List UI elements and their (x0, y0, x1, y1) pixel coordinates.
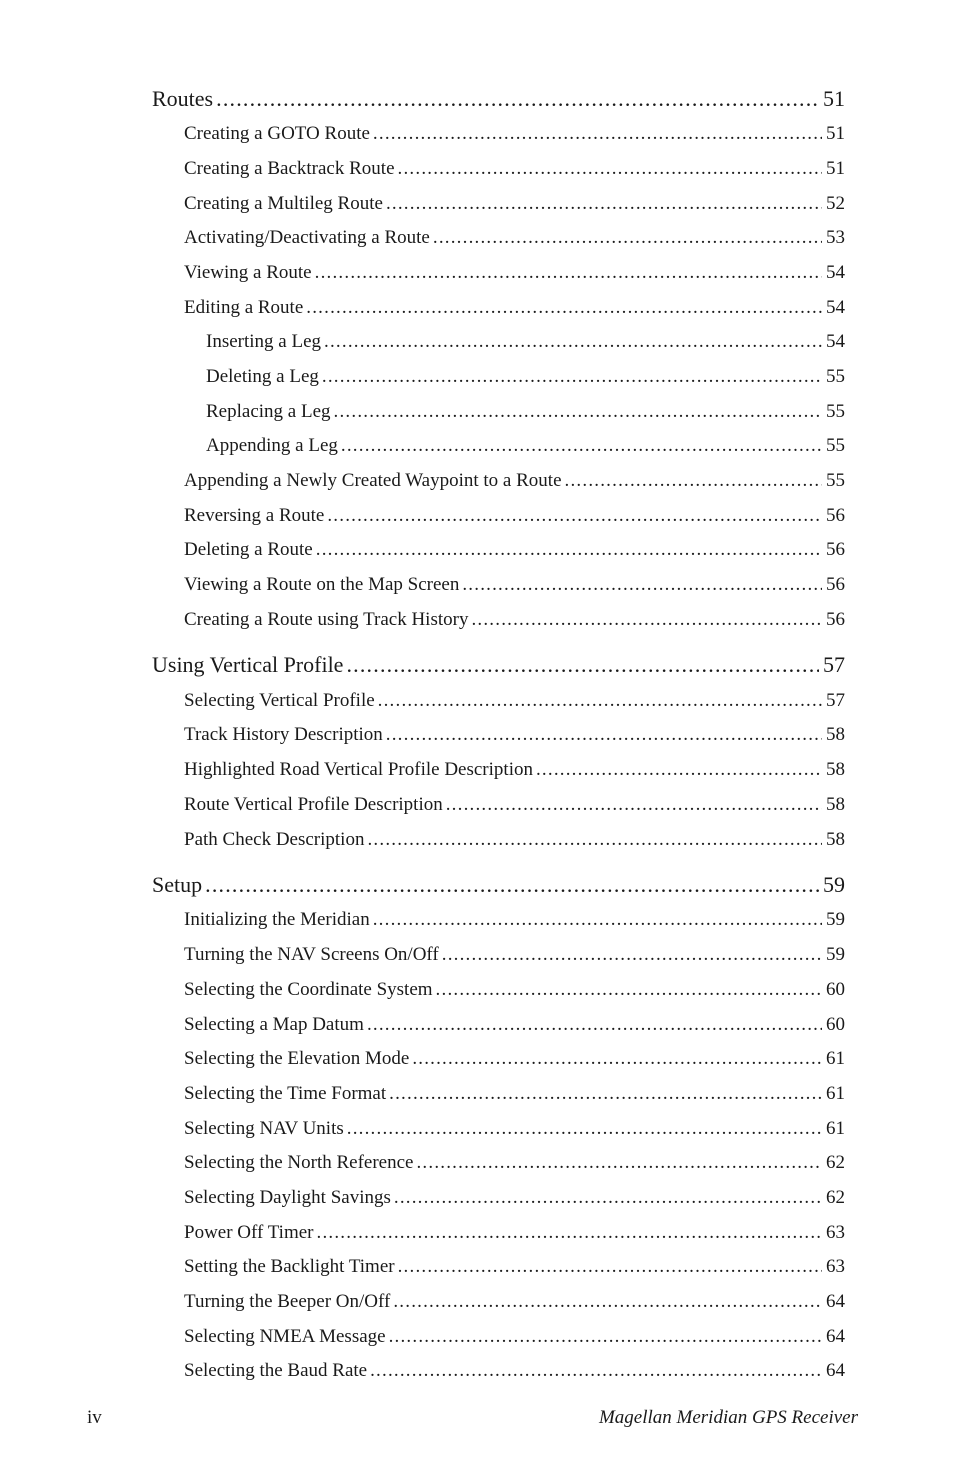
dot-leader (394, 1187, 822, 1209)
toc-entry-title: Deleting a Leg (206, 366, 319, 387)
toc-entry-title: Editing a Route (184, 297, 304, 318)
toc-subsection-entry (184, 1256, 845, 1278)
dot-leader (389, 1326, 822, 1348)
toc-entry-page: 62 (826, 1152, 845, 1173)
dot-leader (378, 690, 822, 712)
dot-leader (315, 262, 822, 284)
dot-leader (536, 759, 822, 781)
toc-entry-title: Creating a Multileg Route (184, 193, 383, 214)
toc-section-entry (152, 86, 845, 112)
dot-leader (316, 539, 822, 561)
toc-entry-page: 64 (826, 1326, 845, 1347)
dot-leader (442, 944, 822, 966)
toc-subsubsection-entry (206, 401, 845, 423)
toc-entry-page: 53 (826, 227, 845, 248)
toc-subsection-entry (184, 158, 845, 180)
toc-entry-page: 58 (826, 724, 845, 745)
toc-entry-title: Turning the Beeper On/Off (184, 1291, 391, 1312)
dot-leader (398, 158, 822, 180)
dot-leader (324, 331, 822, 353)
toc-entry-page: 56 (826, 539, 845, 560)
toc-entry-title: Using Vertical Profile (152, 652, 344, 677)
page-number: iv (87, 1407, 102, 1428)
dot-leader (322, 366, 822, 388)
toc-subsection-entry (184, 609, 845, 631)
toc-subsection-entry (184, 759, 845, 781)
toc-section-entry (152, 872, 845, 898)
toc-subsection-entry (184, 227, 845, 249)
dot-leader (216, 86, 819, 112)
dot-leader (386, 724, 822, 746)
toc-entry-page: 59 (826, 944, 845, 965)
toc-entry-page: 58 (826, 794, 845, 815)
toc-entry-title: Track History Description (184, 724, 383, 745)
toc-entry-page: 62 (826, 1187, 845, 1208)
dot-leader (412, 1048, 822, 1070)
toc-entry-title: Creating a Backtrack Route (184, 158, 395, 179)
toc-subsection-entry (184, 470, 845, 492)
dot-leader (346, 652, 819, 678)
dot-leader (341, 435, 822, 457)
dot-leader (367, 1014, 822, 1036)
toc-subsection-entry (184, 829, 845, 851)
toc-entry-title: Selecting the Coordinate System (184, 979, 433, 1000)
toc-entry-title: Path Check Description (184, 829, 365, 850)
toc-subsection-entry (184, 1291, 845, 1313)
dot-leader (389, 1083, 822, 1105)
toc-entry-page: 55 (826, 401, 845, 422)
toc-subsection-entry (184, 1360, 845, 1382)
toc-entry-page: 64 (826, 1360, 845, 1381)
toc-subsection-entry (184, 1326, 845, 1348)
toc-entry-page: 58 (826, 829, 845, 850)
toc-subsection-entry (184, 979, 845, 1001)
toc-subsection-entry (184, 909, 845, 931)
toc-entry-title: Viewing a Route (184, 262, 312, 283)
toc-entry-page: 61 (826, 1083, 845, 1104)
toc-section-entry (152, 652, 845, 678)
toc-subsection-entry (184, 794, 845, 816)
dot-leader (334, 401, 822, 423)
toc-entry-page: 63 (826, 1222, 845, 1243)
dot-leader (347, 1118, 822, 1140)
toc-subsection-entry (184, 944, 845, 966)
toc-subsection-entry (184, 262, 845, 284)
toc-entry-page: 51 (826, 158, 845, 179)
toc-entry-title: Selecting the North Reference (184, 1152, 414, 1173)
toc-subsection-entry (184, 1014, 845, 1036)
dot-leader (327, 505, 822, 527)
toc-subsection-entry (184, 1222, 845, 1244)
toc-entry-title: Selecting the Elevation Mode (184, 1048, 410, 1069)
toc-entry-title: Selecting NMEA Message (184, 1326, 386, 1347)
toc-entry-page: 54 (826, 262, 845, 283)
toc-subsection-entry (184, 690, 845, 712)
toc-subsection-entry (184, 1152, 845, 1174)
toc-subsection-entry (184, 724, 845, 746)
dot-leader (416, 1152, 822, 1174)
toc-entry-title: Selecting Vertical Profile (184, 690, 375, 711)
dot-leader (393, 1291, 822, 1313)
toc-entry-title: Selecting the Time Format (184, 1083, 387, 1104)
toc-entry-title: Reversing a Route (184, 505, 325, 526)
dot-leader (373, 123, 822, 145)
toc-entry-page: 54 (826, 297, 845, 318)
dot-leader (446, 794, 822, 816)
toc-entry-page: 58 (826, 759, 845, 780)
document-title: Magellan Meridian GPS Receiver (598, 1407, 858, 1428)
toc-subsection-entry (184, 1083, 845, 1105)
dot-leader (367, 829, 822, 851)
toc-entry-title: Routes (152, 86, 214, 111)
toc-subsection-entry (184, 297, 845, 319)
dot-leader (386, 193, 822, 215)
toc-entry-page: 51 (823, 86, 845, 111)
toc-entry-title: Route Vertical Profile Description (184, 794, 443, 815)
dot-leader (565, 470, 822, 492)
toc-entry-title: Initializing the Meridian (184, 909, 370, 930)
toc-subsection-entry (184, 505, 845, 527)
toc-entry-title: Turning the NAV Screens On/Off (184, 944, 439, 965)
toc-entry-page: 56 (826, 505, 845, 526)
toc-entry-title: Setup (152, 872, 203, 897)
dot-leader (436, 979, 822, 1001)
dot-leader (433, 227, 822, 249)
toc-entry-title: Power Off Timer (184, 1222, 314, 1243)
toc-entry-title: Selecting a Map Datum (184, 1014, 364, 1035)
toc-entry-page: 61 (826, 1118, 845, 1139)
dot-leader (471, 609, 822, 631)
toc-subsection-entry (184, 193, 845, 215)
toc-entry-title: Selecting Daylight Savings (184, 1187, 391, 1208)
toc-entry-page: 55 (826, 435, 845, 456)
toc-subsection-entry (184, 123, 845, 145)
toc-entry-page: 54 (826, 331, 845, 352)
toc-entry-page: 56 (826, 609, 845, 630)
dot-leader (306, 297, 822, 319)
toc-entry-page: 60 (826, 1014, 845, 1035)
toc-entry-title: Replacing a Leg (206, 401, 331, 422)
dot-leader (373, 909, 822, 931)
toc-entry-title: Setting the Backlight Timer (184, 1256, 395, 1277)
toc-entry-page: 59 (823, 872, 845, 897)
toc-entry-title: Appending a Newly Created Waypoint to a Route (184, 470, 562, 491)
toc-entry-page: 60 (826, 979, 845, 1000)
toc-entry-title: Deleting a Route (184, 539, 313, 560)
toc-entry-title: Creating a Route using Track History (184, 609, 469, 630)
toc-entry-title: Viewing a Route on the Map Screen (184, 574, 460, 595)
toc-entry-title: Highlighted Road Vertical Profile Description (184, 759, 533, 780)
toc-entry-page: 52 (826, 193, 845, 214)
toc-entry-title: Activating/Deactivating a Route (184, 227, 430, 248)
toc-entry-page: 59 (826, 909, 845, 930)
toc-subsection-entry (184, 1187, 845, 1209)
toc-subsection-entry (184, 1118, 845, 1140)
toc-subsection-entry (184, 1048, 845, 1070)
dot-leader (462, 574, 822, 596)
toc-entry-page: 61 (826, 1048, 845, 1069)
toc-subsection-entry (184, 539, 845, 561)
toc-entry-page: 55 (826, 366, 845, 387)
dot-leader (205, 872, 819, 898)
toc-entry-page: 64 (826, 1291, 845, 1312)
toc-subsubsection-entry (206, 366, 845, 388)
dot-leader (370, 1360, 822, 1382)
toc-entry-page: 57 (823, 652, 845, 677)
toc-entry-title: Selecting NAV Units (184, 1118, 344, 1139)
toc-subsection-entry (184, 574, 845, 596)
toc-entry-page: 51 (826, 123, 845, 144)
toc-entry-page: 56 (826, 574, 845, 595)
toc-entry-title: Creating a GOTO Route (184, 123, 370, 144)
toc-entry-title: Inserting a Leg (206, 331, 322, 352)
toc-entry-page: 63 (826, 1256, 845, 1277)
toc-subsubsection-entry (206, 435, 845, 457)
toc-entry-title: Appending a Leg (206, 435, 338, 456)
toc-entry-title: Selecting the Baud Rate (184, 1360, 368, 1381)
toc-entry-page: 55 (826, 470, 845, 491)
dot-leader (398, 1256, 822, 1278)
toc-subsubsection-entry (206, 331, 845, 353)
dot-leader (317, 1222, 823, 1244)
toc-entry-page: 57 (826, 690, 845, 711)
